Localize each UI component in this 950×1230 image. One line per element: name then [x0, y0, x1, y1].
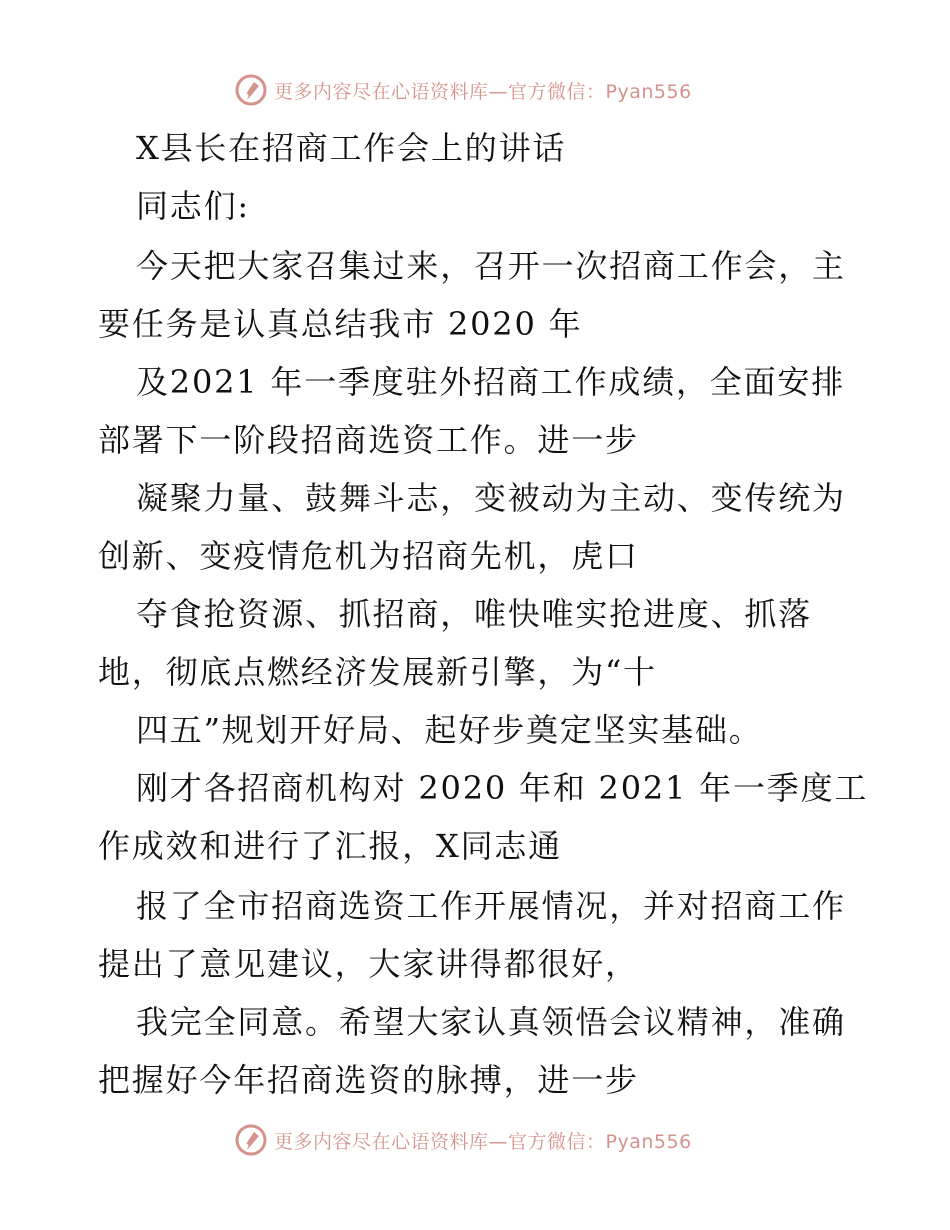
paragraph-line: 创新、变疫情危机为招商先机，虎口	[98, 537, 639, 575]
paragraph-line: 要任务是认真总结我市 2020 年	[98, 305, 583, 343]
paragraph-line: 把握好今年招商选资的脉搏，进一步	[98, 1061, 639, 1099]
paragraph-line: 报了全市招商选资工作开展情况，并对招商工作	[136, 887, 846, 925]
watermark-banner-top	[234, 72, 734, 108]
watermark-separator: —	[488, 1130, 509, 1153]
document-salutation: 同志们:	[136, 187, 250, 225]
pen-nib-logo-icon	[234, 73, 268, 107]
watermark-brand: 更多内容尽在心语资料库	[274, 1130, 489, 1153]
document-title: X县长在招商工作会上的讲话	[136, 129, 567, 167]
paragraph-line: 及2021 年一季度驻外招商工作成绩，全面安排	[136, 363, 846, 401]
paragraph-line: 刚才各招商机构对 2020 年和 2021 年一季度工	[136, 769, 869, 807]
paragraph-line: 凝聚力量、鼓舞斗志，变被动为主动、变传统为	[136, 479, 846, 517]
watermark-wechat-id: Pyan556	[605, 80, 692, 103]
watermark-text	[274, 77, 692, 104]
paragraph-line: 作成效和进行了汇报，X同志通	[98, 827, 562, 865]
paragraph-line: 部署下一阶段招商选资工作。进一步	[98, 421, 639, 459]
watermark-banner-bottom	[234, 1122, 734, 1158]
watermark-brand: 更多内容尽在心语资料库	[274, 80, 489, 103]
paragraph-line: 夺食抢资源、抓招商，唯快唯实抢进度、抓落	[136, 595, 813, 633]
paragraph-line: 提出了意见建议，大家讲得都很好，	[98, 945, 639, 983]
paragraph-line: 今天把大家召集过来，召开一次招商工作会，主	[136, 247, 846, 285]
paragraph-line: 我完全同意。希望大家认真领悟会议精神，准确	[136, 1003, 846, 1041]
watermark-wechat-label: 官方微信：	[508, 80, 606, 103]
watermark-wechat-id: Pyan556	[605, 1130, 692, 1153]
watermark-separator: —	[488, 80, 509, 103]
watermark-text	[274, 1127, 692, 1154]
watermark-wechat-label: 官方微信：	[508, 1130, 606, 1153]
pen-nib-logo-icon	[234, 1123, 268, 1157]
paragraph-line: 四五”规划开好局、起好步奠定坚实基础。	[136, 711, 763, 749]
paragraph-line: 地，彻底点燃经济发展新引擎，为“十	[98, 653, 657, 691]
